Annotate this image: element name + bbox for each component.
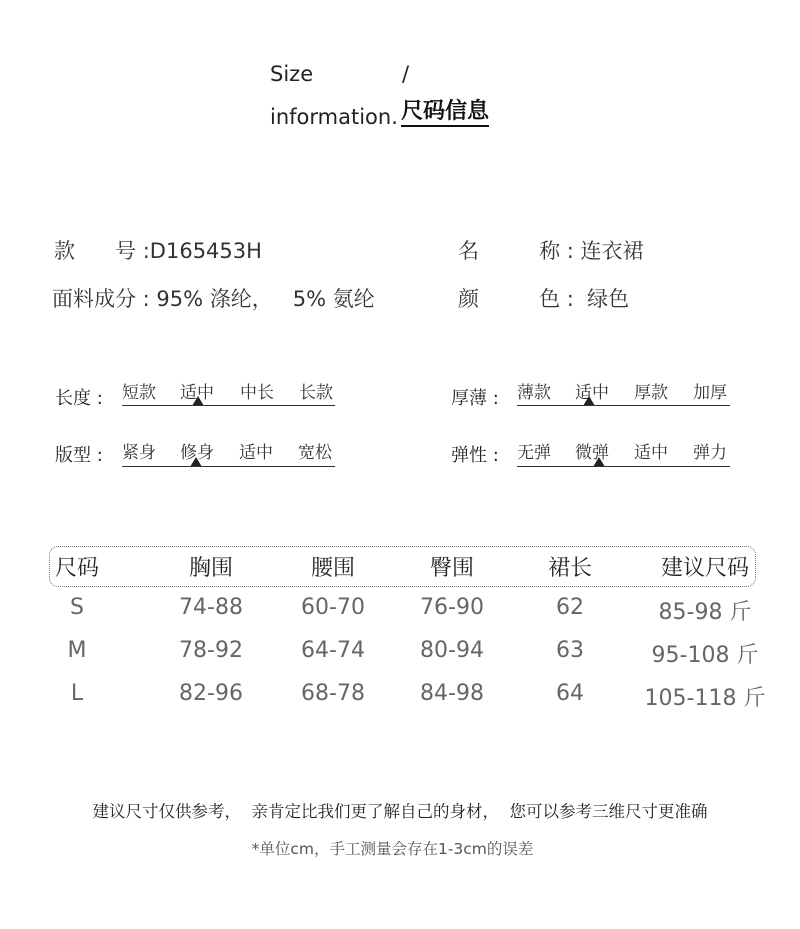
info-color: 颜 色 : 绿色 <box>458 287 630 311</box>
scale-fit-line <box>122 466 335 467</box>
scale-length-label: 长度 : <box>55 388 103 409</box>
size-advice-note: 建议尺寸仅供参考， 亲肯定比我们更了解自己的身材， 您可以参考三维尺寸更准确 <box>92 802 708 821</box>
size-table-cell: 62 <box>556 595 584 620</box>
scale-elasticity-option: 适中 <box>634 443 668 463</box>
header-information-word: information. <box>270 105 398 129</box>
scale-thickness-label: 厚薄 : <box>451 388 499 409</box>
size-table-cell: 76-90 <box>420 595 484 620</box>
size-table-cell: 64-74 <box>301 638 365 663</box>
size-table-header: 腰围 <box>310 556 355 581</box>
header-title-cn: 尺码信息 <box>401 100 489 127</box>
scale-thickness-option: 薄款 <box>517 383 551 403</box>
header-slash: / <box>402 62 410 86</box>
scale-thickness-option: 适中 <box>575 383 609 403</box>
scale-fit-option: 紧身 <box>122 443 156 463</box>
scale-length-option: 适中 <box>180 383 214 403</box>
size-table-header: 尺码 <box>54 556 99 581</box>
header-size-word: Size <box>270 62 314 86</box>
scale-length-option: 中长 <box>240 383 274 403</box>
info-product-name: 名 称 : 连衣裙 <box>458 239 644 263</box>
scale-elasticity-option: 弹力 <box>693 443 727 463</box>
size-table-cell: 105-118 斤 <box>644 686 766 711</box>
info-fabric: 面料成分 : 95% 涤纶， 5% 氨纶 <box>52 287 375 311</box>
size-table-cell: 78-92 <box>179 638 243 663</box>
size-table-cell: 63 <box>556 638 584 663</box>
scale-fit-option: 修身 <box>180 443 214 463</box>
info-style-number: 款 号 :D165453H <box>54 239 262 263</box>
scale-fit-label: 版型 : <box>55 445 103 466</box>
size-table-header: 臀围 <box>429 556 474 581</box>
scale-elasticity-label: 弹性 : <box>451 445 499 466</box>
scale-thickness-line <box>517 405 730 406</box>
scale-elasticity-option: 微弹 <box>575 443 609 463</box>
size-table-cell: L <box>70 681 84 706</box>
scale-elasticity-option: 无弹 <box>517 443 551 463</box>
scale-length-option: 短款 <box>122 383 156 403</box>
scale-length-option: 长款 <box>299 383 333 403</box>
scale-elasticity-line <box>517 466 730 467</box>
scale-length-line <box>122 405 335 406</box>
size-table-header: 建议尺码 <box>660 556 749 581</box>
size-table-cell: 60-70 <box>301 595 365 620</box>
size-table-cell: 74-88 <box>179 595 243 620</box>
scale-thickness-option: 加厚 <box>693 383 727 403</box>
scale-fit-option: 宽松 <box>298 443 332 463</box>
size-table-cell: 68-78 <box>301 681 365 706</box>
size-table-cell: 95-108 斤 <box>651 643 759 668</box>
size-table-cell: 84-98 <box>420 681 484 706</box>
size-table-header: 胸围 <box>188 556 233 581</box>
scale-fit-option: 适中 <box>239 443 273 463</box>
size-table-cell: 85-98 斤 <box>658 600 752 625</box>
size-table-cell: M <box>67 638 87 663</box>
size-table-cell: 64 <box>556 681 584 706</box>
size-table-header: 裙长 <box>547 556 592 581</box>
size-table-cell: S <box>70 595 84 620</box>
size-table-cell: 82-96 <box>179 681 243 706</box>
measurement-error-note: *单位cm，手工测量会存在1-3cm的误差 <box>251 840 534 858</box>
size-table-cell: 80-94 <box>420 638 484 663</box>
scale-thickness-option: 厚款 <box>634 383 668 403</box>
